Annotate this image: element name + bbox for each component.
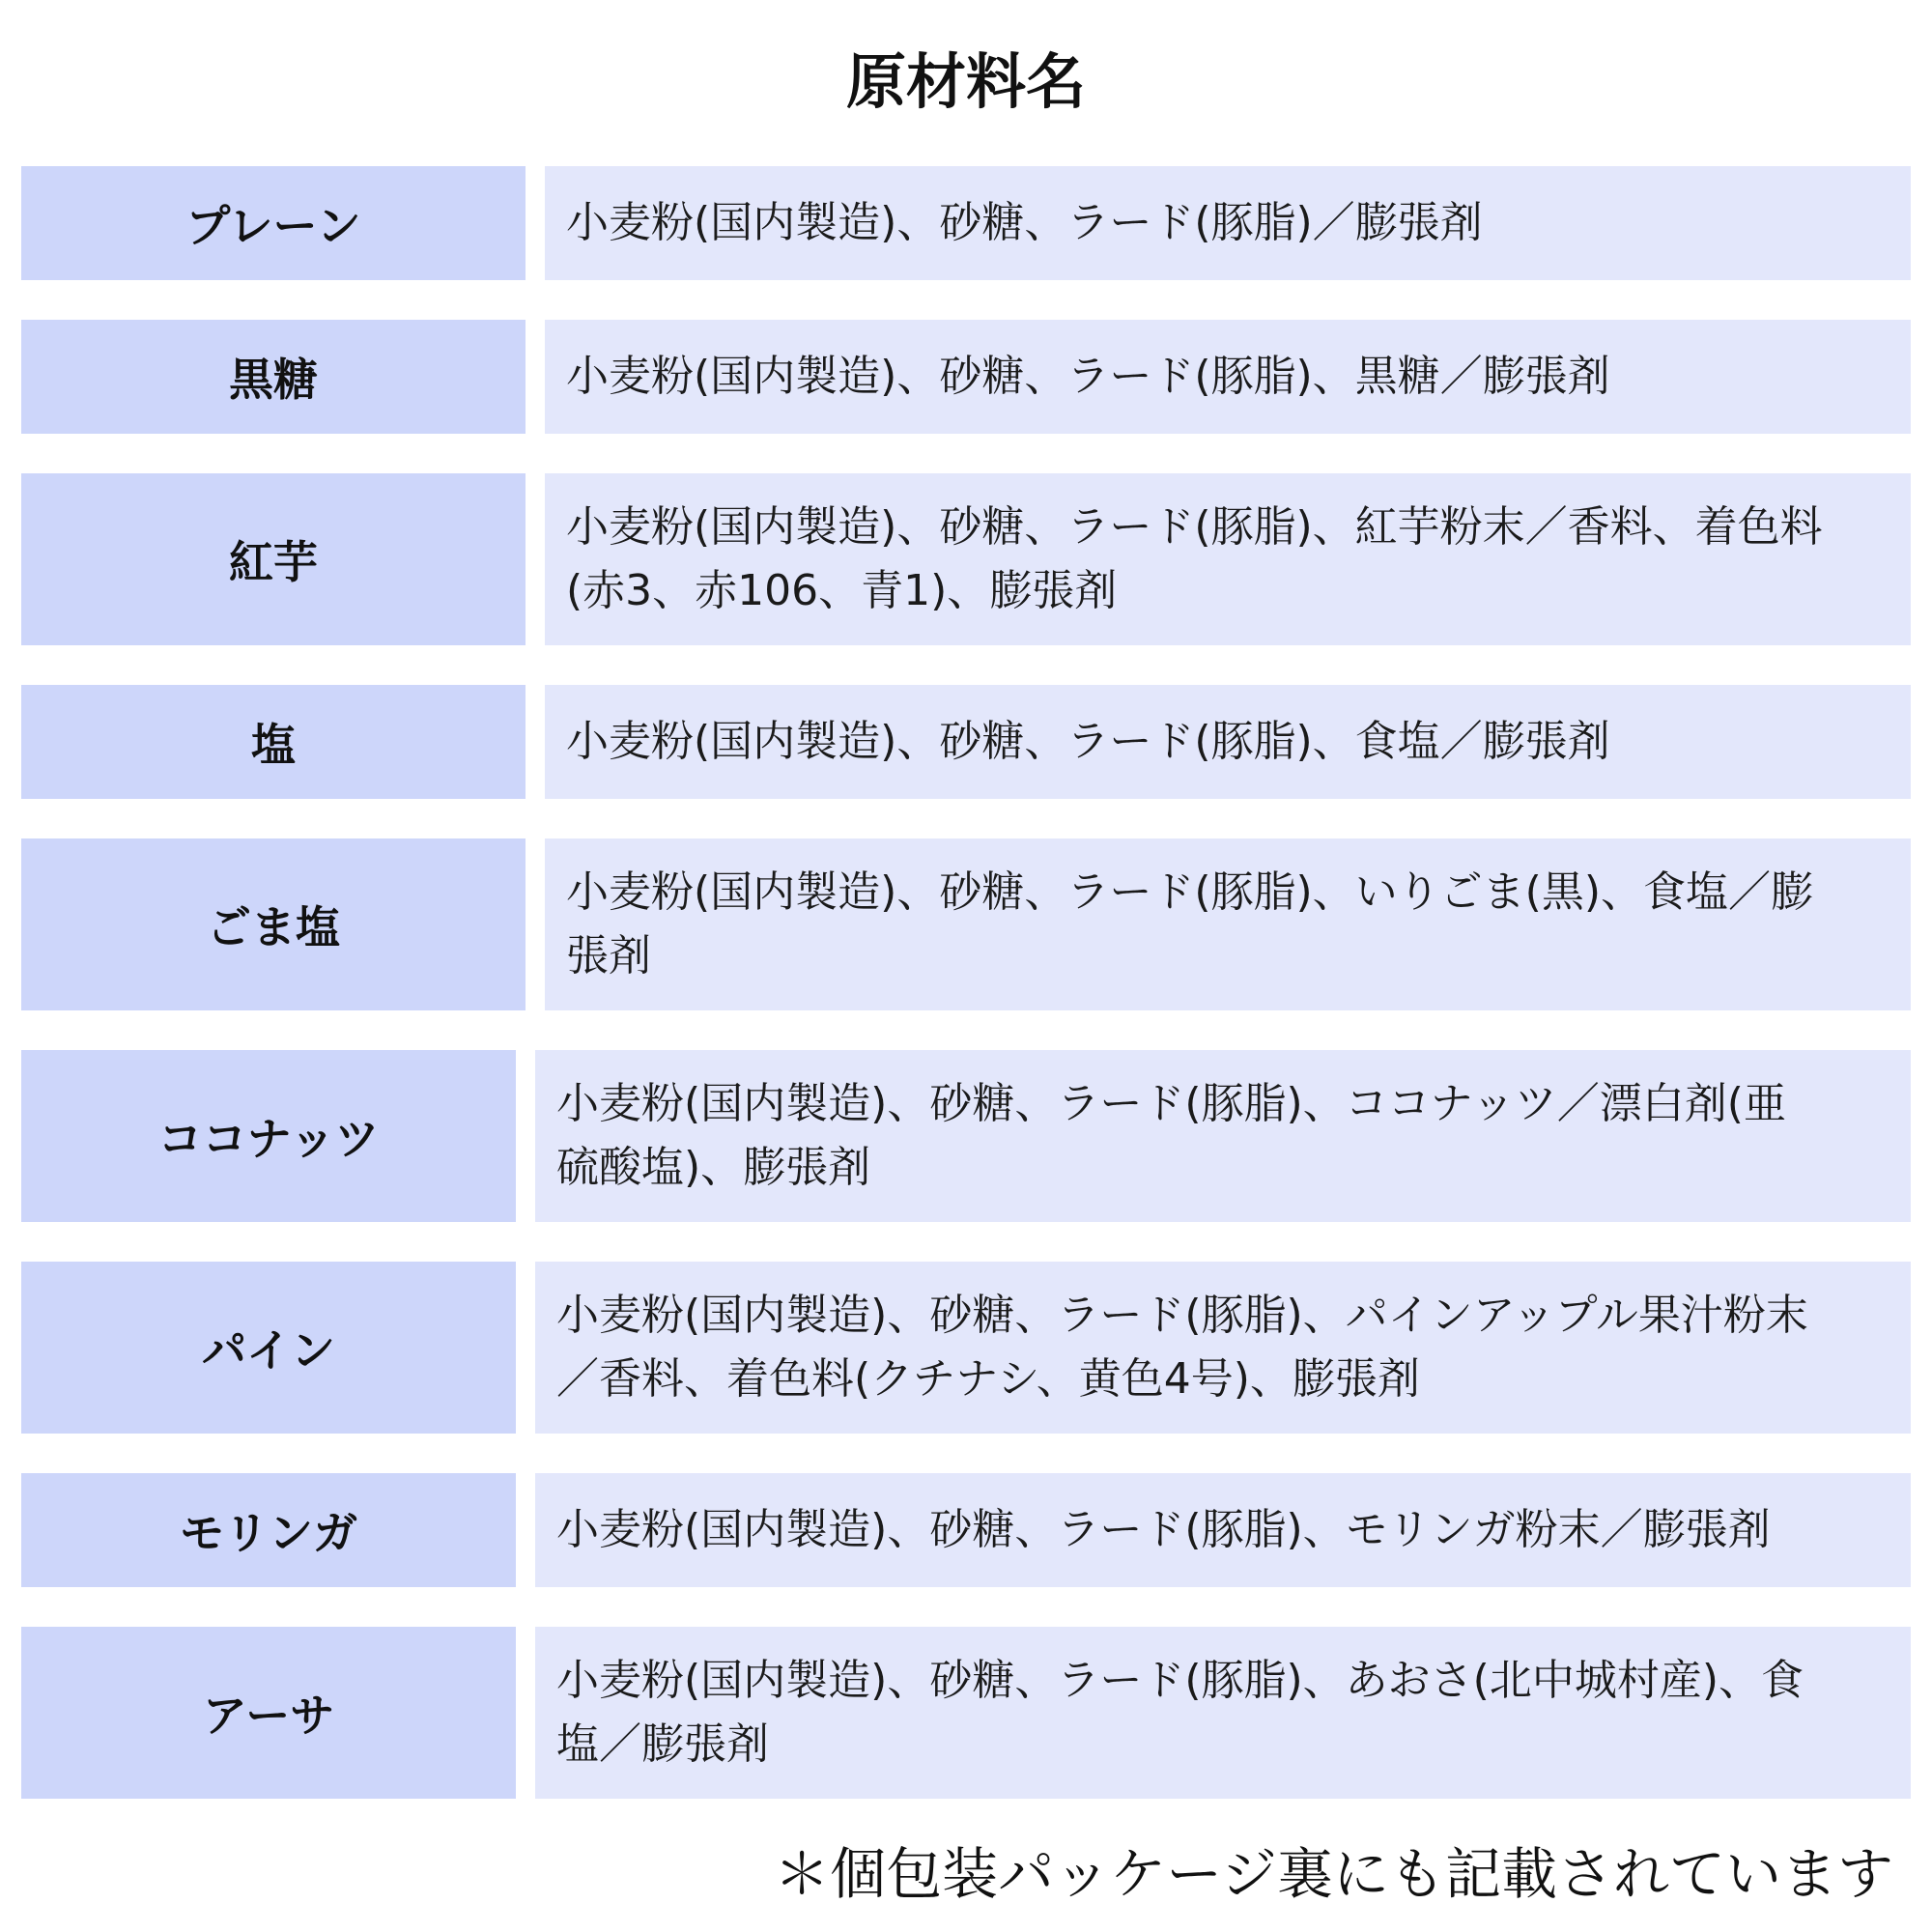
product-name: 紅芋	[21, 473, 526, 645]
footnote: ＊個包装パッケージ裏にも記載されています	[774, 1841, 1893, 1907]
ingredients-label: 小麦粉(国内製造)、砂糖、ラード(豚脂)、モリンガ粉末／膨張剤	[556, 1505, 1771, 1554]
ingredient-row-sesame-salt	[21, 838, 1911, 1010]
product-name: モリンガ	[21, 1473, 516, 1587]
ingredients-text	[545, 473, 1911, 645]
ingredients-label: 小麦粉(国内製造)、砂糖、ラード(豚脂)、紅芋粉末／香料、着色料 (赤3、赤106、青1)、膨張剤	[566, 502, 1823, 615]
ingredients-label: 小麦粉(国内製造)、砂糖、ラード(豚脂)、食塩／膨張剤	[566, 717, 1610, 766]
ingredients-label: 小麦粉(国内製造)、砂糖、ラード(豚脂)、あおさ(北中城村産)、食 塩／膨張剤	[556, 1656, 1804, 1769]
ingredients-label: 小麦粉(国内製造)、砂糖、ラード(豚脂)、ココナッツ／漂白剤(亜 硫酸塩)、膨張剤	[556, 1079, 1786, 1192]
ingredient-row-moringa	[21, 1473, 1911, 1587]
ingredients-text	[535, 1262, 1911, 1434]
product-name: プレーン	[21, 166, 526, 280]
product-name: ココナッツ	[21, 1050, 516, 1222]
product-name: ごま塩	[21, 838, 526, 1010]
product-name: 塩	[21, 685, 526, 799]
ingredients-label: 小麦粉(国内製造)、砂糖、ラード(豚脂)、いりごま(黒)、食塩／膨 張剤	[566, 867, 1813, 980]
ingredients-label: 小麦粉(国内製造)、砂糖、ラード(豚脂)／膨張剤	[566, 198, 1483, 247]
ingredient-row-coconut	[21, 1050, 1911, 1222]
ingredients-text	[545, 685, 1911, 799]
page-title: 原材料名	[845, 46, 1086, 117]
ingredient-row-brown-sugar	[21, 320, 1911, 434]
ingredient-row-pineapple	[21, 1262, 1911, 1434]
ingredients-label: 小麦粉(国内製造)、砂糖、ラード(豚脂)、パインアップル果汁粉末 ／香料、着色料(クチナシ、黄色4号)、膨張剤	[556, 1291, 1808, 1404]
ingredients-text	[535, 1627, 1911, 1799]
ingredient-row-purple-sweet-potato	[21, 473, 1911, 645]
ingredients-text	[545, 838, 1911, 1010]
ingredient-row-salt	[21, 685, 1911, 799]
ingredients-text	[535, 1473, 1911, 1587]
ingredient-row-plain	[21, 166, 1911, 280]
ingredients-text	[545, 320, 1911, 434]
ingredients-text	[535, 1050, 1911, 1222]
ingredient-row-aosa	[21, 1627, 1911, 1799]
ingredients-text	[545, 166, 1911, 280]
ingredients-label: 小麦粉(国内製造)、砂糖、ラード(豚脂)、黒糖／膨張剤	[566, 352, 1610, 401]
product-name: アーサ	[21, 1627, 516, 1799]
product-name: 黒糖	[21, 320, 526, 434]
product-name: パイン	[21, 1262, 516, 1434]
